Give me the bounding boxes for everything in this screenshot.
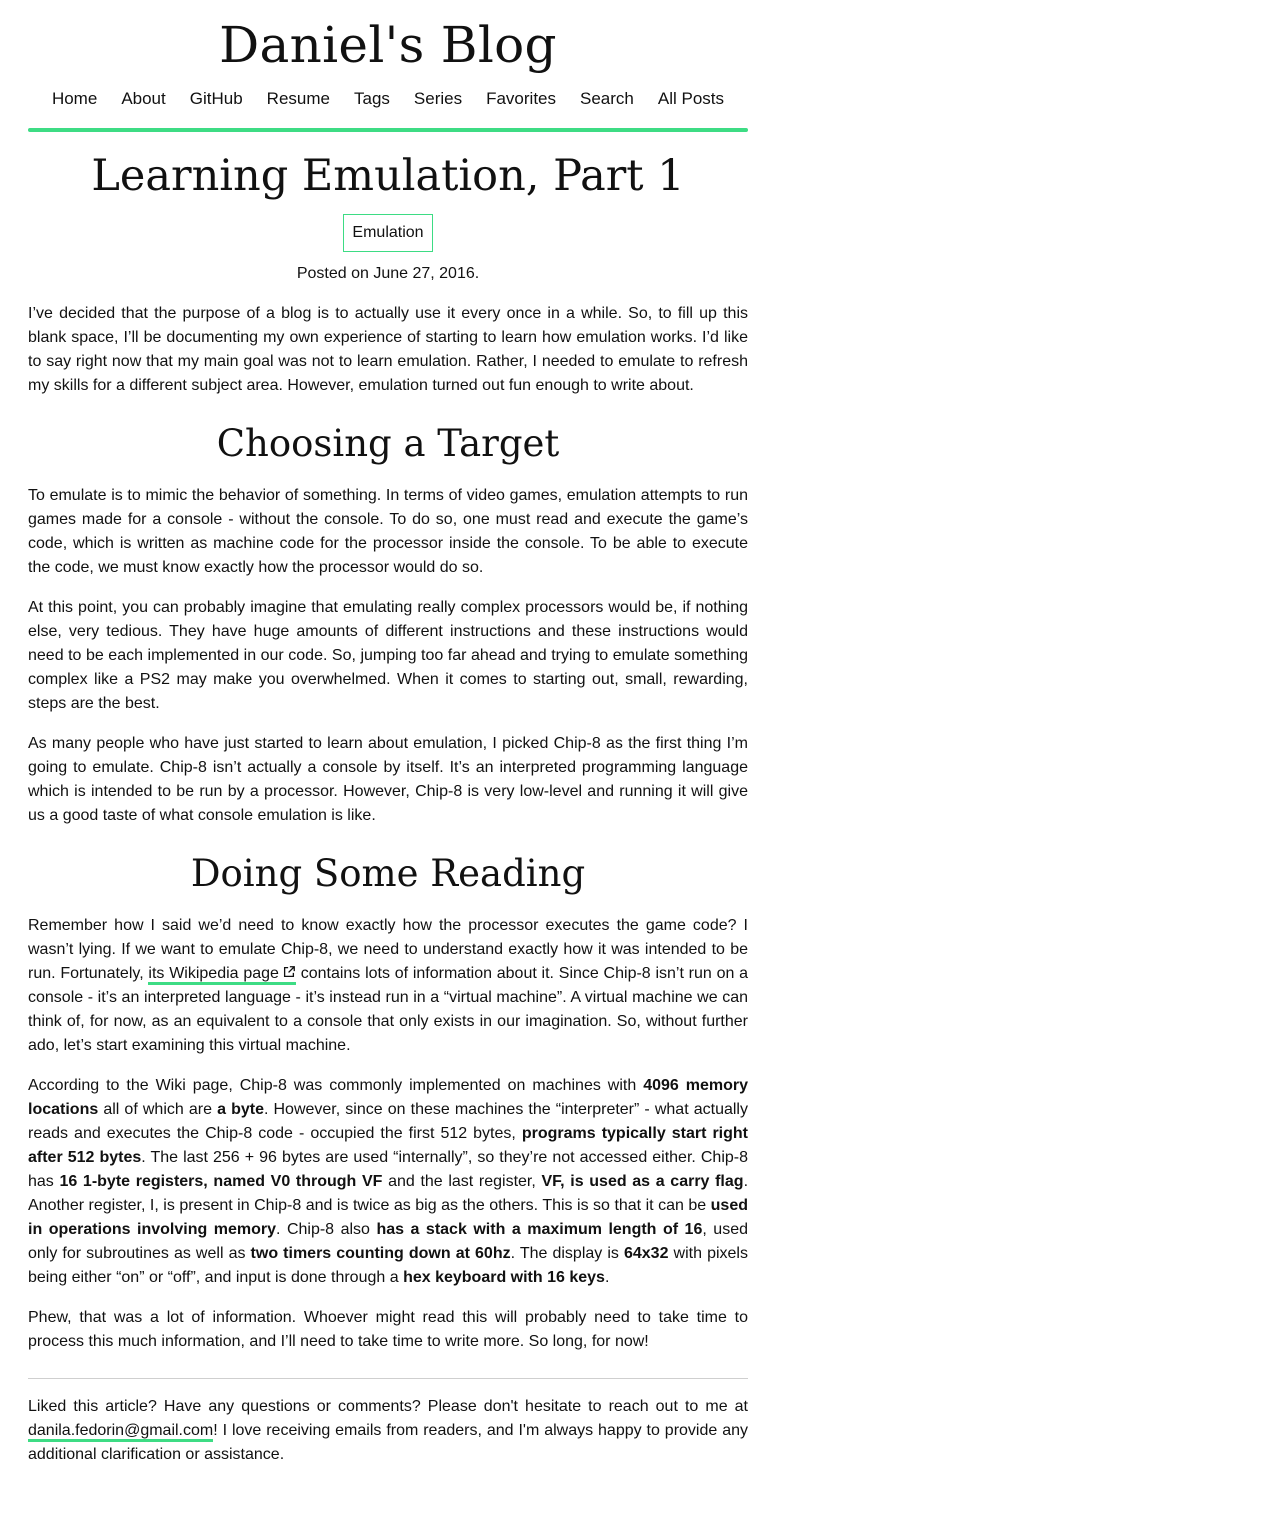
bold-text: hex keyboard with 16 keys: [403, 1269, 605, 1286]
nav-search[interactable]: Search: [580, 89, 634, 108]
paragraph-text: contains lots of information about it. Since Chip-8 isn’t run on a console - it’s an interpreted language - it’s instead run in a “virtual machine”. A virtual machine we can think of, for now, as an equivalent to a console that only exists in our imagination. So, without further ado, let’s start examining this virtual machine.: [28, 965, 749, 1054]
paragraph: As many people who have just started to learn about emulation, I picked Chip-8 as the first thing I’m going to emulate. Chip-8 isn’t actually a console by itself. It’s an interpreted programming language which is intended to be run by a processor. However, Chip-8 is very low-level and running it will give us a good taste of what console emulation is like.: [28, 735, 748, 824]
text: all of which are: [98, 1101, 218, 1118]
footer-divider: [28, 1378, 748, 1379]
text: , used only for subroutines as well as: [28, 1221, 749, 1262]
site-title: Daniel's Blog: [219, 16, 557, 74]
text: and the last register,: [382, 1173, 542, 1190]
closing-paragraph: Phew, that was a lot of information. Whoever might read this will probably need to take time to process this much information, and I’ll need to take time to write more. So long, for now!: [28, 1309, 748, 1350]
bold-text: 64x32: [623, 1245, 669, 1262]
text: . However, since on these machines the “interpreter” - what actually reads and executes the Chip-8 code - occupied the first 512 bytes,: [28, 1101, 748, 1142]
nav-tags[interactable]: Tags: [353, 89, 390, 108]
section-heading-choosing-target: Choosing a Target: [216, 422, 560, 465]
post-date: Posted on June 27, 2016.: [296, 265, 480, 282]
text: . The last 256 + 96 bytes are used “internally”, so they’re not accessed either. Chip-8 has: [28, 1149, 749, 1190]
bold-text: 4096 memory locations: [28, 1077, 748, 1118]
email-link[interactable]: danila.fedorin@gmail.com: [28, 1422, 213, 1442]
text: .: [604, 1269, 610, 1286]
text: . Another register, I, is present in Chip-8 and is twice as big as the others. This is so that it can be: [28, 1173, 749, 1214]
bold-text: 16 1-byte registers, named V0 through VF: [59, 1173, 383, 1190]
footer-text: Liked this article? Have any questions or comments? Please don't hesitate to reach out to me at: [28, 1398, 748, 1415]
bold-text: used in operations involving memory: [28, 1197, 748, 1238]
text: with pixels being either “on” or “off”, and input is done through a: [28, 1245, 748, 1286]
bold-text: VF, is used as a carry flag: [541, 1173, 744, 1190]
nav-home[interactable]: Home: [51, 89, 98, 108]
bold-text: a byte: [217, 1101, 264, 1118]
page: [28, 0, 748, 1535]
paragraph-wikipedia: [28, 914, 748, 1058]
bold-text: programs typically start right after 512 bytes: [28, 1125, 748, 1166]
text: . Chip-8 also: [276, 1221, 377, 1238]
main-nav: [28, 88, 748, 110]
nav-favorites[interactable]: Favorites: [486, 89, 557, 108]
tag-emulation[interactable]: Emulation: [343, 214, 432, 252]
intro-paragraph: I’ve decided that the purpose of a blog is to actually use it every once in a while. So, to fill up this blank space, I’ll be documenting my own experience of starting to learn how emulation works. I’d like to say right now that my main goal was not to learn emulation. Rather, I needed to emulate to refresh my skills for a different subject area. However, emulation turned out fun enough to write about.: [28, 305, 748, 394]
paragraph-chip8-specs: [28, 1074, 748, 1290]
footer-contact: [28, 1395, 748, 1467]
post-title: Learning Emulation, Part 1: [91, 151, 685, 201]
paragraph: To emulate is to mimic the behavior of something. In terms of video games, emulation attempts to run games made for a console - without the console. To do so, one must read and execute the game’s code, which is written as machine code for the processor inside the console. To be able to execute the code, we must know exactly how the processor would do so.: [28, 487, 748, 576]
bold-text: has a stack with a maximum length of 16: [376, 1221, 703, 1238]
text: . The display is: [510, 1245, 624, 1262]
nav-resume[interactable]: Resume: [266, 89, 330, 108]
nav-about[interactable]: About: [121, 89, 166, 108]
bold-text: two timers counting down at 60hz: [250, 1245, 511, 1262]
tag-list: [28, 214, 748, 252]
paragraph: At this point, you can probably imagine that emulating really complex processors would be, if nothing else, very tedious. They have huge amounts of different instructions and these instructions would need to be each implemented in our code. So, jumping too far ahead and trying to emulate something complex like a PS2 may make you overwhelmed. When it comes to starting out, small, rewarding, steps are the best.: [28, 599, 748, 712]
nav-all-posts[interactable]: All Posts: [657, 89, 725, 108]
nav-series[interactable]: Series: [413, 89, 463, 108]
external-link-icon: [282, 965, 296, 979]
section-heading-doing-reading: Doing Some Reading: [190, 852, 586, 895]
header-accent-rule: [28, 128, 748, 132]
wikipedia-link[interactable]: [148, 965, 296, 985]
text: According to the Wiki page, Chip-8 was commonly implemented on machines with: [28, 1077, 644, 1094]
wikipedia-link-text: its Wikipedia page: [148, 965, 279, 982]
paragraph-text: Remember how I said we’d need to know exactly how the processor executes the game code? I wasn’t lying. If we want to emulate Chip-8, we need to understand exactly how it was intended to be run. Fortunately,: [28, 917, 748, 982]
footer-text: ! I love receiving emails from readers, and I'm always happy to provide any additional clarification or assistance.: [28, 1422, 748, 1463]
nav-github[interactable]: GitHub: [189, 89, 243, 108]
